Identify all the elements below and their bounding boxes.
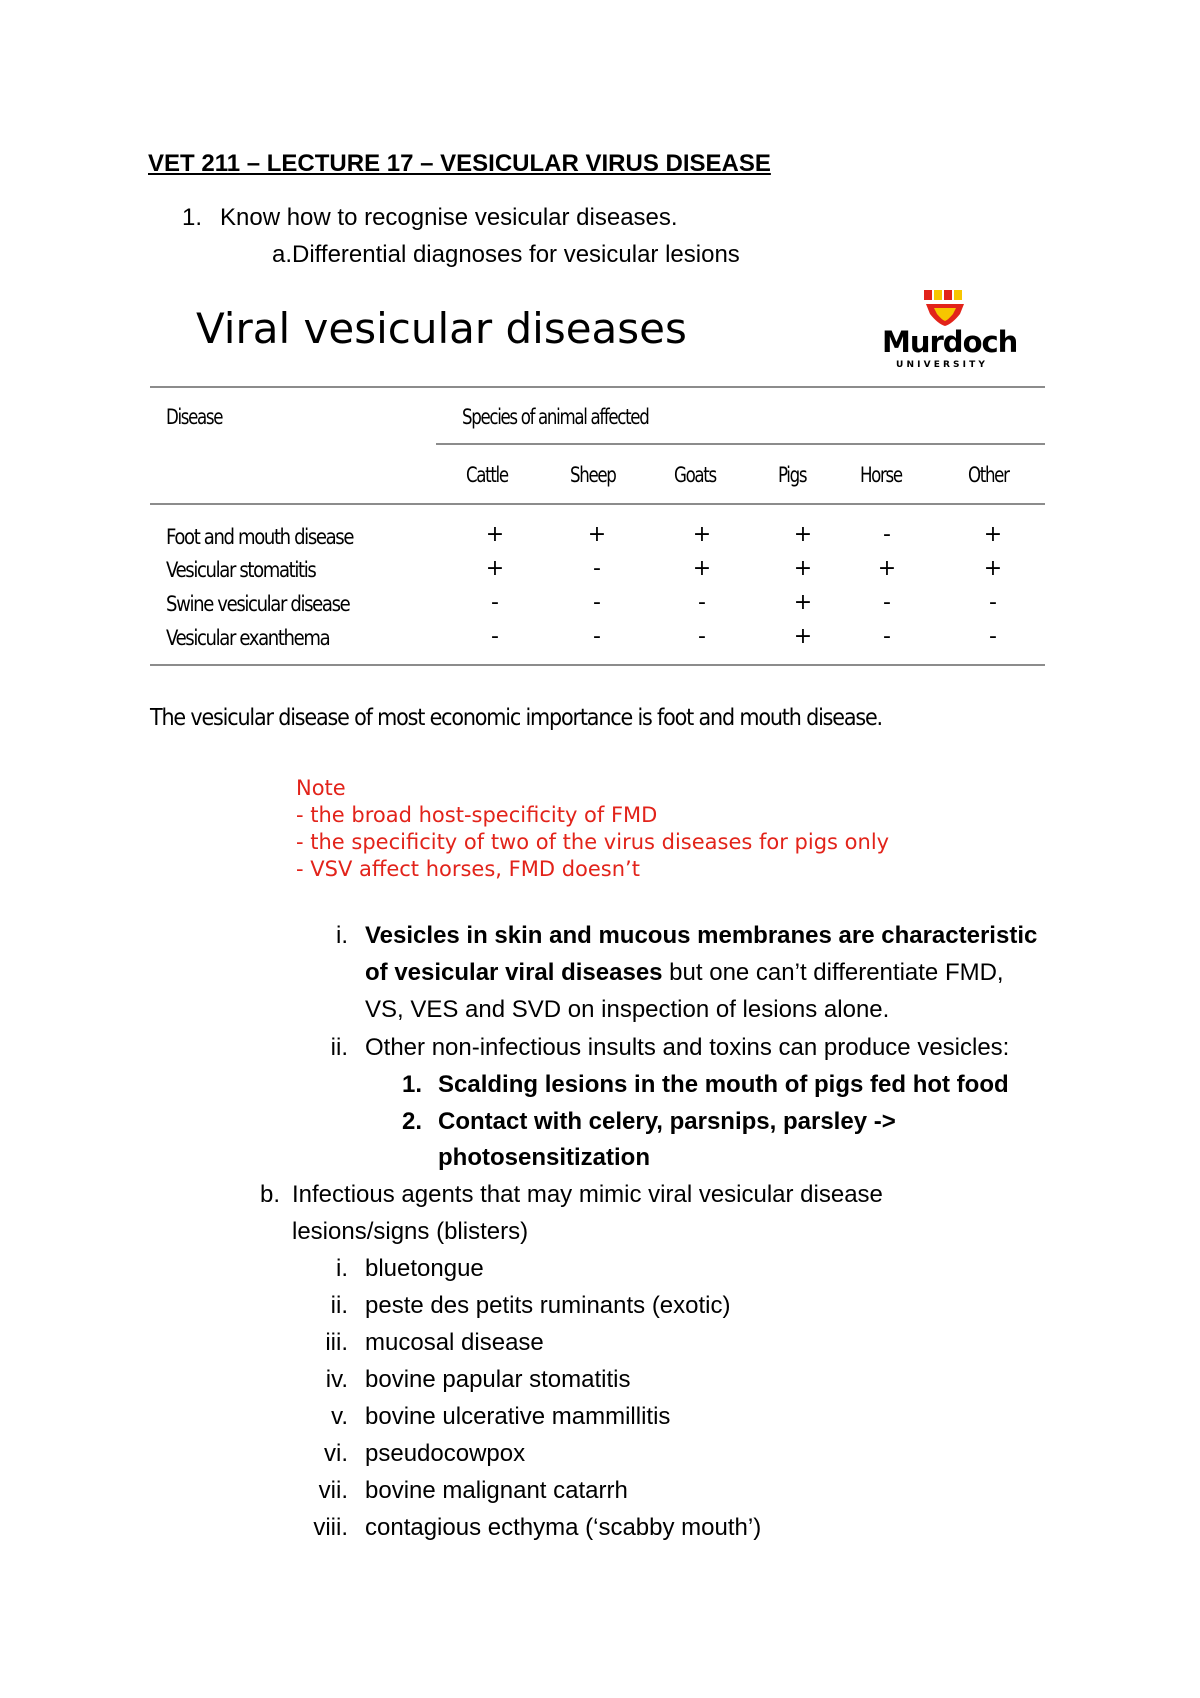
note-heading: Note — [296, 776, 346, 800]
table-cell: + — [793, 624, 813, 649]
table-cell: + — [793, 590, 813, 615]
note-line: - the broad host-specificity of FMD — [296, 803, 658, 827]
logo-subtitle: U N I V E R S I T Y — [896, 360, 985, 370]
species-header-rule — [436, 443, 1045, 445]
table-cell: + — [877, 556, 897, 581]
item-1b-line2: lesions/signs (blisters) — [292, 1218, 529, 1245]
sub-i-line3: VS, VES and SVD on inspection of lesions alone. — [365, 996, 890, 1023]
economic-importance-note: The vesicular disease of most economic importance is foot and mouth disease. — [150, 705, 882, 731]
table-top-rule — [150, 386, 1045, 388]
table-cell: + — [692, 556, 712, 581]
list-number: i. — [336, 1255, 348, 1282]
point-text: Scalding lesions in the mouth of pigs fed hot food — [438, 1071, 1009, 1098]
table-cell: + — [692, 522, 712, 547]
list-item: contagious ecthyma (‘scabby mouth’) — [365, 1514, 762, 1541]
row-disease-label: Foot and mouth disease — [166, 525, 354, 549]
table-cell: + — [793, 556, 813, 581]
table-cell: + — [793, 522, 813, 547]
list-number: viii. — [313, 1514, 348, 1541]
table-cell: - — [593, 624, 601, 649]
table-cell: + — [485, 522, 505, 547]
note-line: - the specificity of two of the virus diseases for pigs only — [296, 830, 890, 854]
sub-i-rest: but one can’t differentiate FMD, — [662, 959, 1004, 986]
row-disease-label: Vesicular exanthema — [166, 626, 330, 650]
list-item: pseudocowpox — [365, 1440, 526, 1467]
column-header: Cattle — [466, 463, 508, 487]
sub-i-line1: Vesicles in skin and mucous membranes are characteristic — [365, 922, 1038, 949]
list-item: bovine malignant catarrh — [365, 1477, 628, 1504]
row-disease-label: Swine vesicular disease — [166, 592, 350, 616]
table-cell: + — [587, 522, 607, 547]
list-item: mucosal disease — [365, 1329, 544, 1356]
logo-wordmark: Murdoch — [882, 325, 1018, 359]
item-1b-line1: Infectious agents that may mimic viral vesicular disease — [292, 1181, 883, 1208]
list-number: v. — [331, 1403, 348, 1430]
table-cell: - — [883, 590, 891, 615]
column-header: Goats — [674, 463, 716, 487]
sub-ii-text: Other non-infectious insults and toxins can produce vesicles: — [365, 1034, 1010, 1061]
murdoch-logo-icon — [920, 288, 970, 328]
point-number: 1. — [401, 1071, 422, 1098]
note-line: - VSV affect horses, FMD doesn’t — [296, 857, 640, 881]
point-text: Contact with celery, parsnips, parsley -> — [438, 1108, 896, 1135]
table-cell: - — [491, 624, 499, 649]
column-header: Sheep — [570, 463, 616, 487]
list-item: bovine papular stomatitis — [365, 1366, 631, 1393]
sub-i-bold: of vesicular viral diseases — [365, 959, 663, 986]
document-title: VET 211 – LECTURE 17 – VESICULAR VIRUS DISEASE — [148, 150, 771, 177]
table-header-rule — [150, 503, 1045, 505]
column-header: Other — [968, 463, 1009, 487]
list-number: iii. — [325, 1329, 348, 1356]
sub-i-line2 — [365, 958, 1004, 988]
slide-title: Viral vesicular diseases — [196, 304, 687, 353]
table-cell: - — [989, 624, 997, 649]
table-cell: - — [883, 624, 891, 649]
list-number: iv. — [325, 1366, 348, 1393]
row-disease-label: Vesicular stomatitis — [166, 558, 316, 582]
table-cell: - — [698, 590, 706, 615]
table-cell: - — [593, 556, 601, 581]
table-cell: + — [983, 556, 1003, 581]
column-header: Pigs — [778, 463, 807, 487]
list-number: vii. — [318, 1477, 348, 1504]
item-1a-text: Differential diagnoses for vesicular lesions — [292, 241, 740, 268]
sub-i-number: i. — [336, 922, 348, 949]
disease-column-header: Disease — [166, 405, 223, 429]
table-cell: - — [698, 624, 706, 649]
item-1-text: Know how to recognise vesicular diseases. — [220, 204, 678, 231]
table-cell: + — [485, 556, 505, 581]
table-bottom-rule — [150, 664, 1045, 666]
point-text-continued: photosensitization — [438, 1144, 650, 1171]
point-number: 2. — [401, 1108, 422, 1135]
list-item: peste des petits ruminants (exotic) — [365, 1292, 731, 1319]
item-1b-letter: b. — [259, 1181, 280, 1208]
species-column-header: Species of animal affected — [462, 405, 649, 429]
column-header: Horse — [860, 463, 902, 487]
list-item: bovine ulcerative mammillitis — [365, 1403, 671, 1430]
list-number: ii. — [330, 1292, 348, 1319]
table-cell: - — [593, 590, 601, 615]
table-cell: - — [491, 590, 499, 615]
list-item: bluetongue — [365, 1255, 484, 1282]
table-cell: - — [883, 522, 891, 547]
item-1a-letter: a. — [271, 241, 292, 268]
table-cell: + — [983, 522, 1003, 547]
item-1-number: 1. — [181, 204, 202, 231]
sub-ii-number: ii. — [330, 1034, 348, 1061]
table-cell: - — [989, 590, 997, 615]
list-number: vi. — [324, 1440, 348, 1467]
